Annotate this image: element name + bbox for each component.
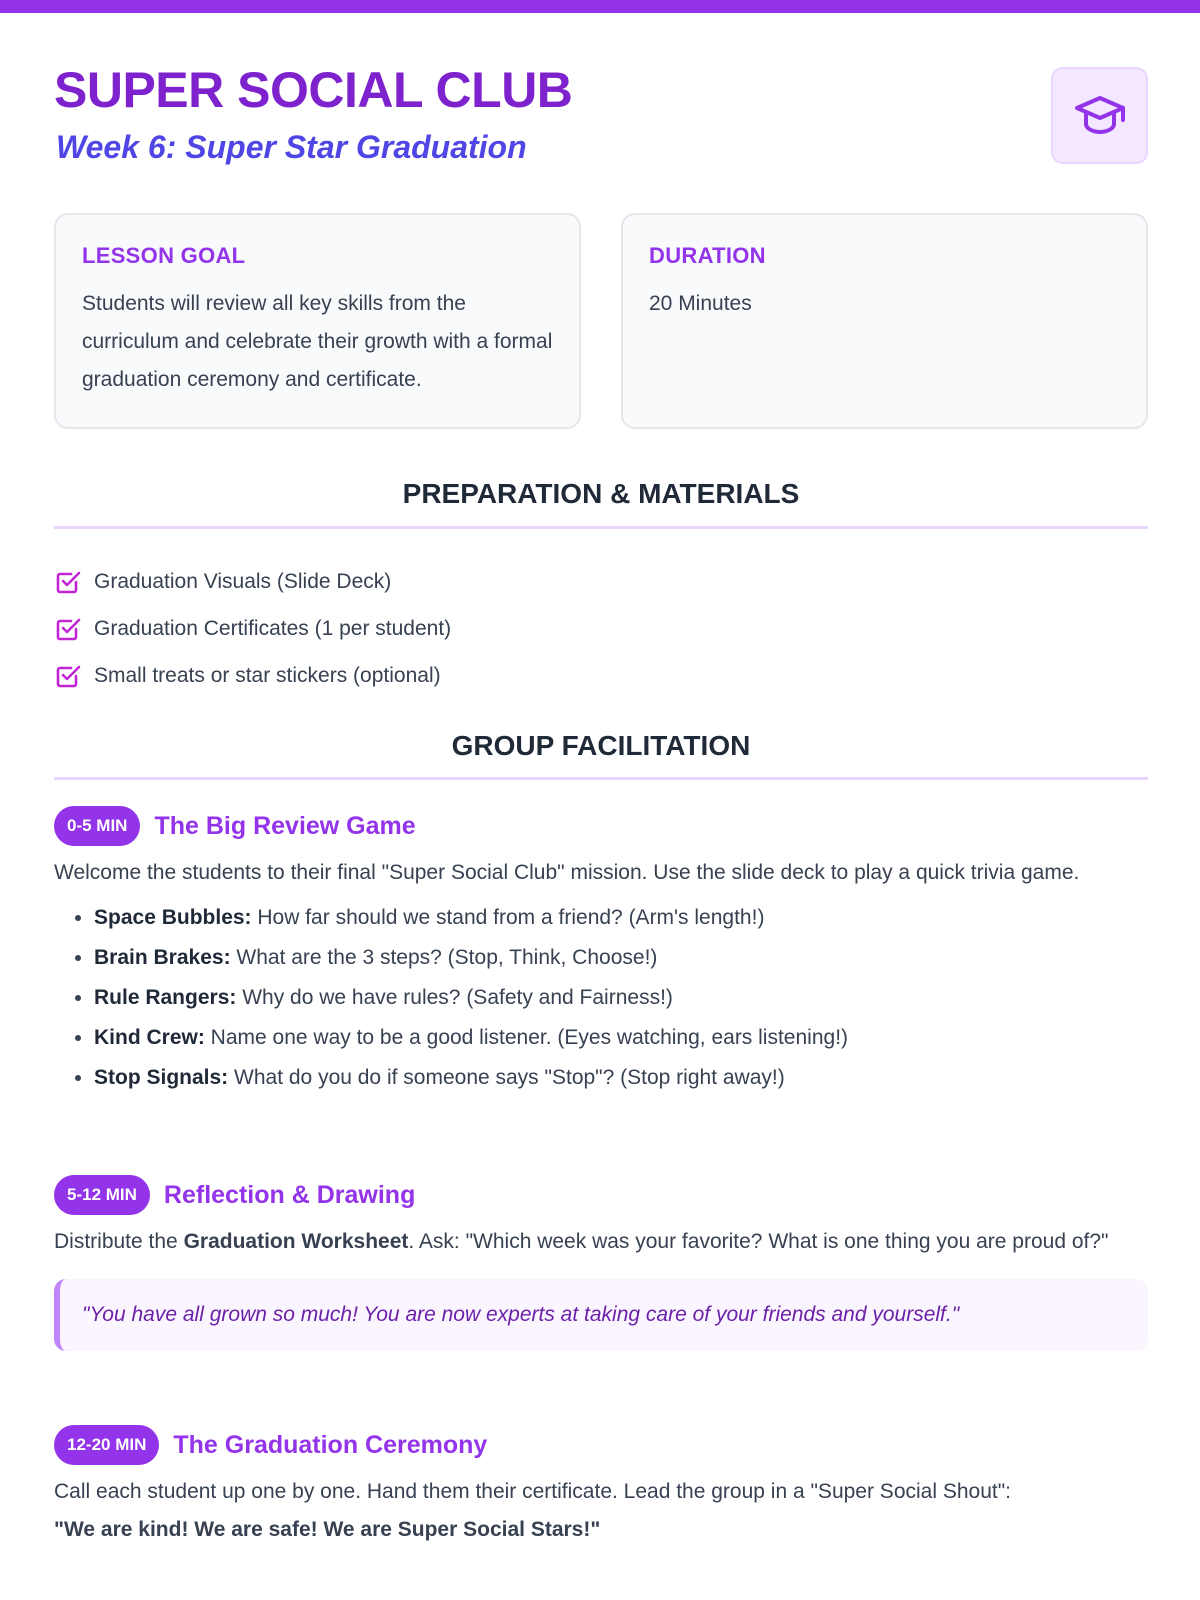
skill-question: How far should we stand from a friend? (Arm's length!)	[251, 906, 765, 929]
list-item	[94, 1018, 1148, 1058]
list-item	[94, 898, 1148, 938]
materials-heading: PREPARATION & MATERIALS	[402, 478, 800, 509]
material-label: Small treats or star stickers (optional)	[94, 663, 441, 687]
skill-name: Space Bubbles:	[94, 906, 252, 929]
lesson-goal-text: Students will review all key skills from the curriculum and celebrate their growth with a formal graduation ceremony and certificate.	[82, 292, 553, 391]
skill-question: Why do we have rules? (Safety and Fairness!)	[236, 986, 673, 1009]
step-header	[54, 1425, 1148, 1465]
materials-divider	[54, 526, 1148, 529]
page-title: SUPER SOCIAL CLUB	[54, 62, 573, 118]
step-title: Reflection & Drawing	[163, 1180, 416, 1209]
material-label: Graduation Certificates (1 per student)	[94, 616, 452, 640]
lesson-goal-card	[54, 213, 581, 429]
material-item	[54, 605, 451, 652]
step-reflection	[54, 1175, 1148, 1351]
skill-question: What are the 3 steps? (Stop, Think, Choose!)	[230, 946, 658, 969]
materials-list	[54, 558, 451, 699]
duration-card	[621, 213, 1148, 429]
step-description	[54, 1223, 1148, 1261]
graduation-cap-icon	[1074, 94, 1126, 138]
facilitator-quote: "You have all grown so much! You are now experts at taking care of your friends and yourself."	[54, 1279, 1148, 1351]
list-item	[94, 1058, 1148, 1098]
facilitation-heading: GROUP FACILITATION	[451, 730, 751, 761]
skill-question: What do you do if someone says "Stop"? (Stop right away!)	[228, 1066, 785, 1089]
header	[54, 0, 1148, 200]
skill-question: Name one way to be a good listener. (Eyes watching, ears listening!)	[204, 1026, 849, 1049]
worksheet-name: Graduation Worksheet	[183, 1230, 409, 1253]
shout-text: "We are kind! We are safe! We are Super Social Stars!"	[54, 1518, 601, 1541]
summary-cards	[54, 213, 1148, 429]
list-item	[94, 938, 1148, 978]
material-item	[54, 558, 451, 605]
checkbox-checked-icon	[54, 662, 82, 690]
step-title: The Graduation Ceremony	[173, 1430, 488, 1459]
duration-text: 20 Minutes	[649, 292, 752, 315]
duration-label: DURATION	[649, 243, 766, 268]
step-description: Welcome the students to their final "Super Social Club" mission. Use the slide deck to play a quick trivia game.	[54, 861, 1080, 884]
skill-name: Rule Rangers:	[94, 986, 237, 1009]
text-part: Call each student up one by one. Hand them their certificate. Lead the group in a "Super Social Shout":	[54, 1480, 1012, 1503]
step-title: The Big Review Game	[154, 811, 416, 840]
skill-name: Kind Crew:	[94, 1026, 205, 1049]
step-description	[54, 1473, 1148, 1549]
facilitation-divider	[54, 777, 1148, 780]
review-questions-list	[54, 898, 1148, 1098]
skill-name: Stop Signals:	[94, 1066, 229, 1089]
material-item	[54, 652, 451, 699]
step-header	[54, 1175, 1148, 1215]
step-review-game	[54, 806, 1148, 1098]
time-badge: 12-20 MIN	[54, 1425, 159, 1465]
graduation-badge	[1051, 67, 1148, 164]
skill-name: Brain Brakes:	[94, 946, 231, 969]
time-badge: 5-12 MIN	[54, 1175, 150, 1215]
text-part: . Ask: "Which week was your favorite? What is one thing you are proud of?"	[408, 1230, 1109, 1253]
material-label: Graduation Visuals (Slide Deck)	[94, 569, 392, 593]
lesson-goal-label: LESSON GOAL	[82, 243, 246, 268]
step-header	[54, 806, 1148, 846]
checkbox-checked-icon	[54, 615, 82, 643]
list-item	[94, 978, 1148, 1018]
lesson-page	[54, 0, 1148, 1541]
checkbox-checked-icon	[54, 568, 82, 596]
page-subtitle: Week 6: Super Star Graduation	[56, 129, 527, 165]
time-badge: 0-5 MIN	[54, 806, 140, 846]
text-part: Distribute the	[54, 1230, 184, 1253]
step-ceremony	[54, 1425, 1148, 1549]
